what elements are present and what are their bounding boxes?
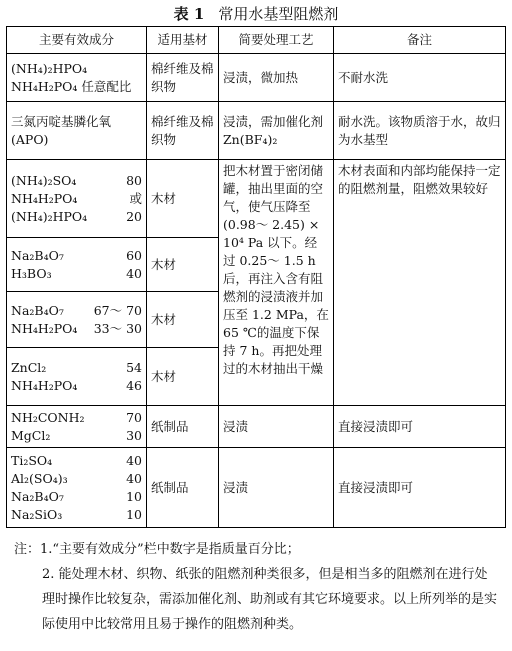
component-name: NH₄H₂PO₄ [11,320,78,336]
table-row [7,102,506,160]
component-ratio: 30 [126,427,142,443]
component-name: H₃BO₃ [11,265,52,281]
component-ratio: 70 [126,409,142,425]
component-name: NH₂CONH₂ [11,409,85,425]
note-cell: 直接浸渍即可 [334,448,506,528]
component-ratio: 54 [126,359,142,375]
component-name: MgCl₂ [11,427,51,443]
component-name: NH₄H₂PO₄ [11,190,78,206]
substrate-cell: 木材 [147,238,219,292]
component-name: Na₂B₄O₇ [11,247,64,263]
substrate-cell: 棉纤维及棉织物 [147,102,219,160]
header-cell: 主要有效成分 [7,27,147,54]
note-cell: 直接浸渍即可 [334,406,506,448]
substrate-cell: 木材 [147,160,219,238]
process-cell: 浸渍 [219,406,334,448]
header-cell: 简要处理工艺 [219,27,334,54]
wood-note-cell: 木材表面和内部均能保持一定的阻燃剂量，阻燃效果较好 [334,160,506,406]
component-name: NH₄H₂PO₄ 任意配比 [11,78,132,94]
components-cell [7,102,147,160]
substrate-cell: 棉纤维及棉织物 [147,54,219,102]
table-caption: 常用水基型阻燃剂 [218,5,339,23]
table-row [7,160,506,238]
component-name: Na₂SiO₃ [11,506,63,522]
component-name: (NH₄)₂HPO₄ [11,60,88,76]
component-name: Ti₂SO₄ [11,452,53,468]
component-ratio: 20 [126,208,142,224]
header-cell: 备注 [334,27,506,54]
component-ratio: 46 [126,377,142,393]
component-name: ZnCl₂ [11,359,47,375]
process-cell: 浸渍 [219,448,334,528]
table-row [7,448,506,528]
component-name: Na₂B₄O₇ [11,302,64,318]
header-row [7,27,506,54]
component-ratio: 或 [129,190,142,206]
process-cell: 浸渍，需加催化剂 Zn(BF₄)₂ [219,102,334,160]
components-cell [7,292,147,348]
table-row [7,54,506,102]
substrate-cell: 木材 [147,348,219,406]
table-notes [14,537,498,637]
component-ratio: 33～ 30 [93,320,142,336]
substrate-cell: 纸制品 [147,406,219,448]
components-cell [7,406,147,448]
components-cell [7,238,147,292]
component-ratio: 40 [126,470,142,486]
component-ratio: 80 [126,172,142,188]
component-ratio: 40 [126,452,142,468]
note-cell: 耐水洗。该物质溶于水，故归为水基型 [334,102,506,160]
component-ratio: 10 [126,488,142,504]
wood-process-cell: 把木材置于密闭储罐，抽出里面的空气，使气压降至(0.98～ 2.45) × 10⁴ Pa 以下。经过 0.25～ 1.5 h 后，再注入含有阻燃剂的浸渍液并加压至 1.2 MPa，在 65 ℃的温度下保持 7 h。再把处理过的木材抽出干燥 [219,160,334,406]
component-name: NH₄H₂PO₄ [11,377,78,393]
component-name: (NH₄)₂HPO₄ [11,208,88,224]
component-name: (APO) [11,131,49,147]
table-row [7,406,506,448]
substrate-cell: 纸制品 [147,448,219,528]
component-ratio: 67～ 70 [93,302,142,318]
table-title [0,4,512,24]
component-name: 三氮丙啶基膦化氧 [11,113,112,129]
note-1: 注：1.“主要有效成分”栏中数字是指质量百分比； [14,542,300,557]
table-number: 表 1 [173,5,205,23]
substrate-cell: 木材 [147,292,219,348]
components-cell [7,54,147,102]
component-ratio: 60 [126,247,142,263]
component-ratio: 40 [126,265,142,281]
components-cell [7,448,147,528]
component-name: Na₂B₄O₇ [11,488,64,504]
note-2: 2. 能处理木材、织物、纸张的阻燃剂种类很多，但是相当多的阻燃剂在进行处理时操作比较复杂，需添加催化剂、助剂或有其它环境要求。以上所列举的是实际使用中比较常用且易于操作的阻燃剂种类。 [42,567,498,632]
flame-retardant-table [6,26,506,528]
components-cell [7,160,147,238]
process-cell: 浸渍，微加热 [219,54,334,102]
component-name: (NH₄)₂SO₄ [11,172,77,188]
header-cell: 适用基材 [147,27,219,54]
component-name: Al₂(SO₄)₃ [11,470,68,486]
component-ratio: 10 [126,506,142,522]
components-cell [7,348,147,406]
note-cell: 不耐水洗 [334,54,506,102]
